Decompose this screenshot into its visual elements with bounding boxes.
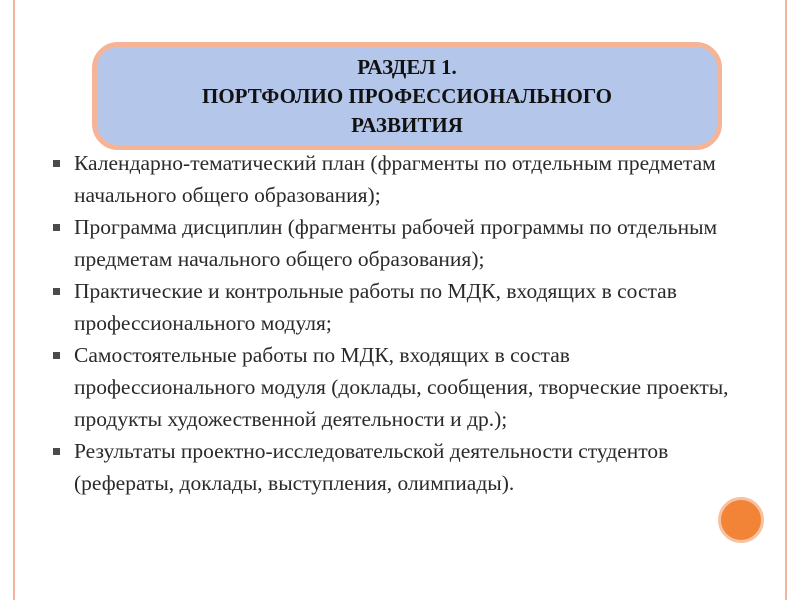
decorative-circle xyxy=(718,497,764,543)
list-item xyxy=(52,211,732,275)
list-item xyxy=(52,275,732,339)
bullet-list xyxy=(52,147,732,499)
section-title-line-2: ПОРТФОЛИО ПРОФЕССИОНАЛЬНОГО xyxy=(202,83,612,108)
list-item xyxy=(52,339,732,435)
left-frame-line xyxy=(13,0,15,600)
square-bullet-icon xyxy=(53,352,60,359)
section-title-box xyxy=(92,42,722,150)
list-item-text: Практические и контрольные работы по МДК, входящих в состав профессионального модуля; xyxy=(74,279,677,335)
right-frame-line xyxy=(785,0,787,600)
square-bullet-icon xyxy=(53,224,60,231)
section-title-line-3: РАЗВИТИЯ xyxy=(351,112,463,137)
section-title-line-1: РАЗДЕЛ 1. xyxy=(357,54,457,79)
square-bullet-icon xyxy=(53,448,60,455)
list-item xyxy=(52,435,732,499)
list-item-text: Календарно-тематический план (фрагменты по отдельным предметам начального общего образования); xyxy=(74,151,716,207)
square-bullet-icon xyxy=(53,288,60,295)
list-item-text: Самостоятельные работы по МДК, входящих в состав профессионального модуля (доклады, сообщения, творческие проекты, продукты художественной деятельности и др.); xyxy=(74,343,729,431)
list-item-text: Результаты проектно-исследовательской деятельности студентов (рефераты, доклады, выступления, олимпиады). xyxy=(74,439,669,495)
list-item xyxy=(52,147,732,211)
list-item-text: Программа дисциплин (фрагменты рабочей программы по отдельным предметам начального общего образования); xyxy=(74,215,718,271)
square-bullet-icon xyxy=(53,160,60,167)
